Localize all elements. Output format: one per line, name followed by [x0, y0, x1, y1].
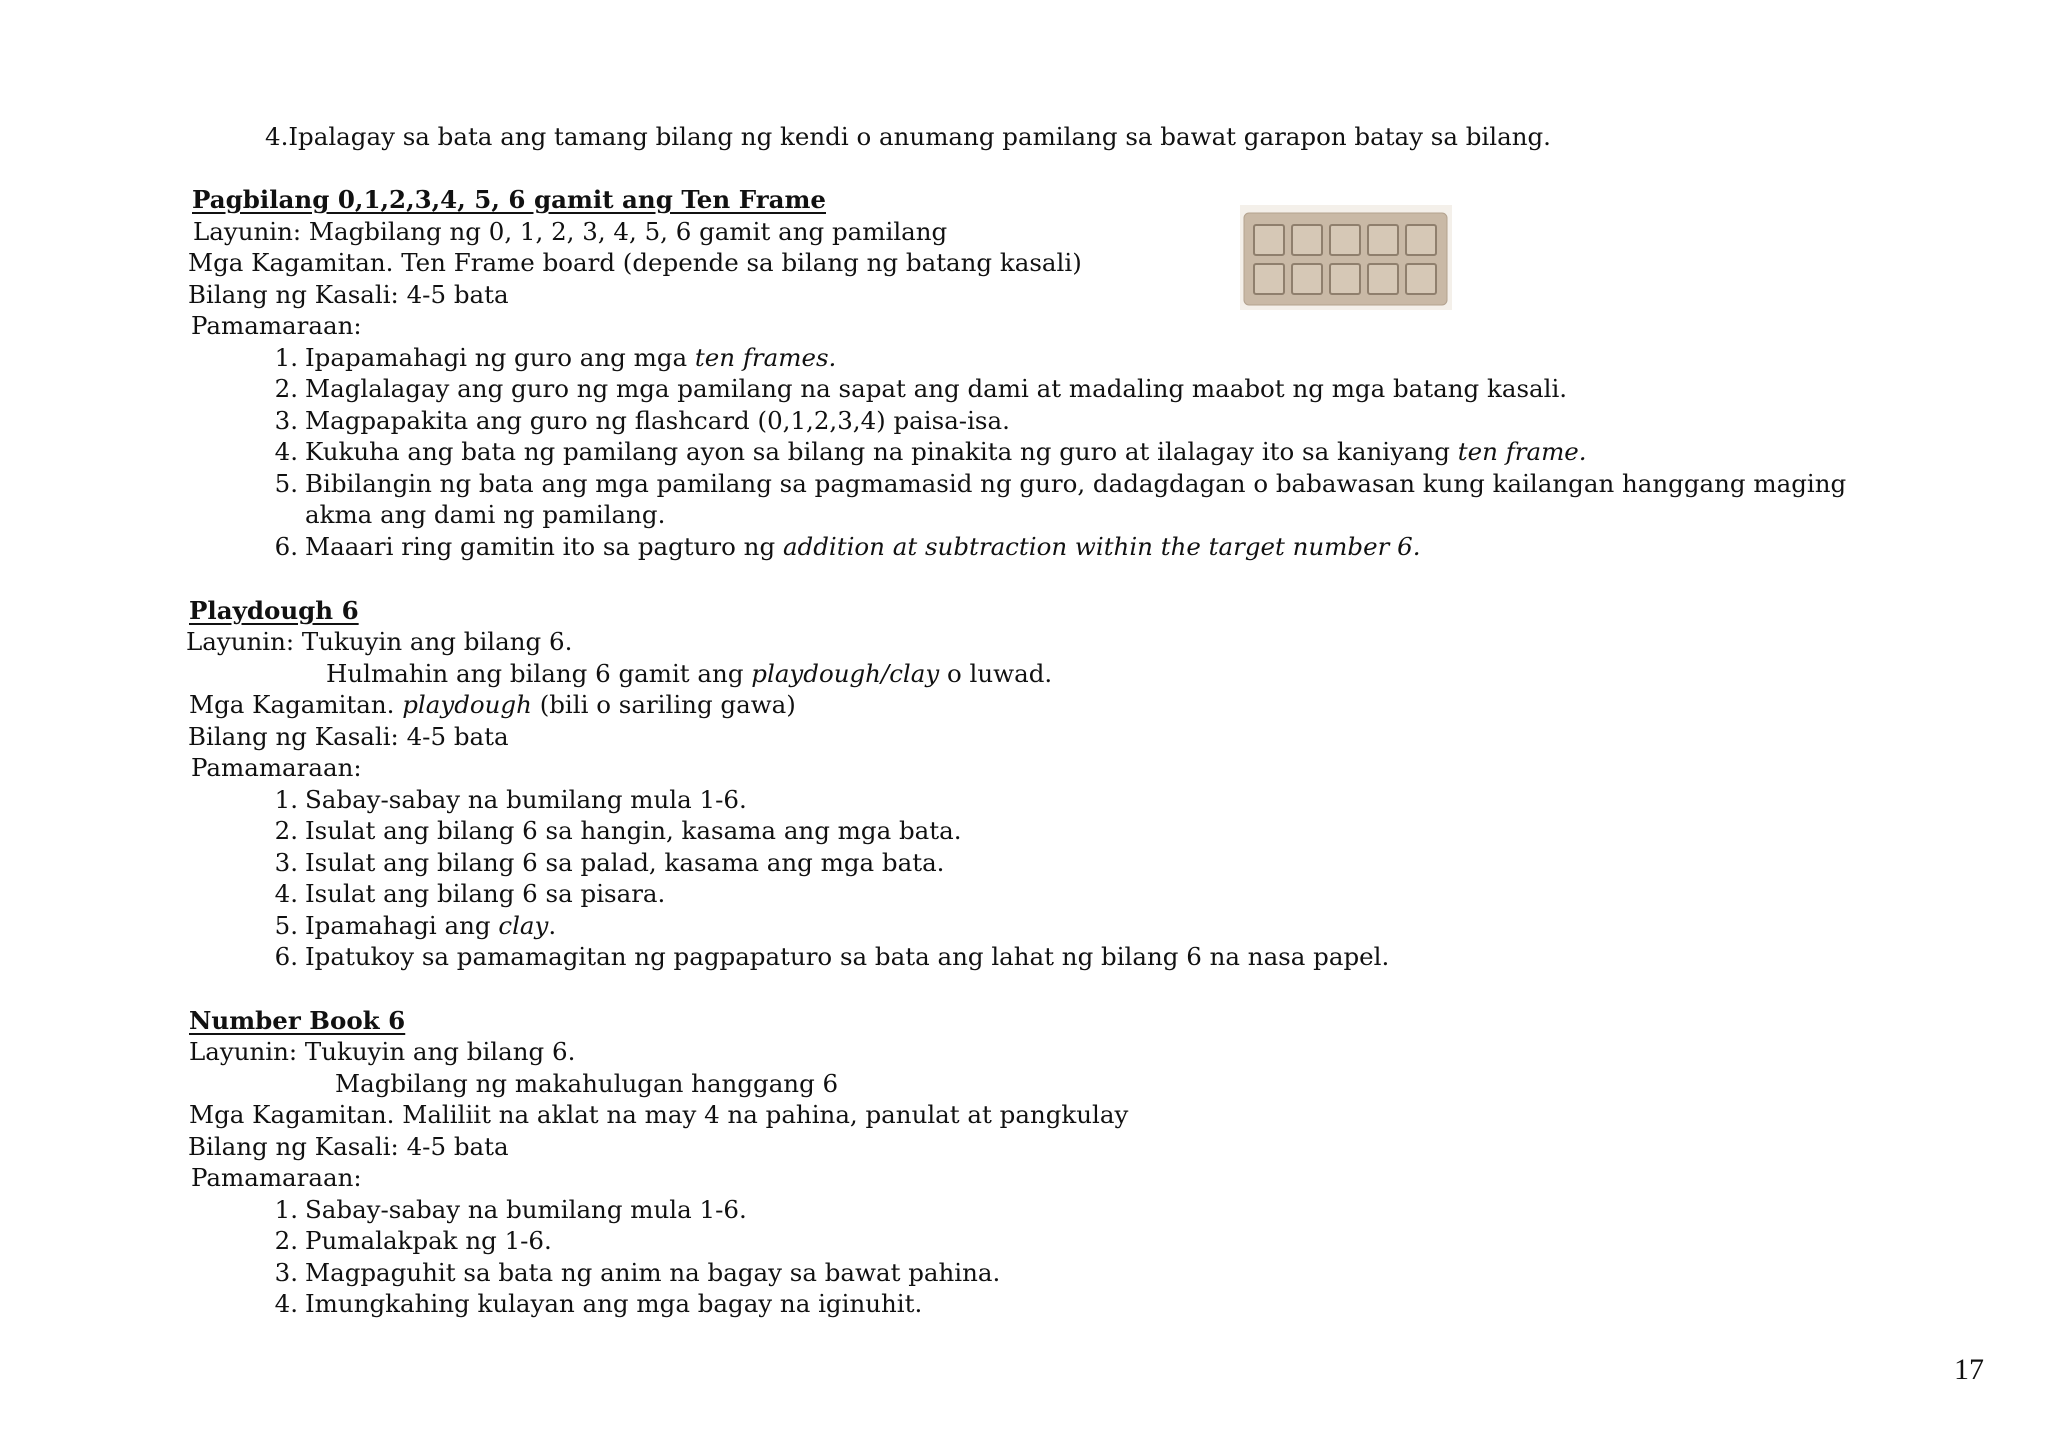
- list-item: [265, 785, 747, 815]
- mga-kagamitan: Mga Kagamitan. Maliliit na aklat na may 4 na pahina, panulat at pangkulay: [189, 1100, 1129, 1129]
- list-item: [265, 1289, 922, 1319]
- list-number: 6.: [274, 942, 298, 971]
- mga-kagamitan: [189, 690, 796, 720]
- section-title-ten-frame: Pagbilang 0,1,2,3,4, 5, 6 gamit ang Ten Frame: [192, 185, 826, 214]
- page-number: 17: [1954, 1353, 1984, 1386]
- list-text: Sabay-sabay na bumilang mula 1-6.: [305, 1195, 747, 1224]
- list-number: 4.: [274, 1289, 298, 1318]
- list-item: [265, 816, 962, 846]
- list-item: [265, 1195, 747, 1225]
- list-number: 3.: [274, 848, 298, 877]
- list-item: [265, 848, 944, 878]
- list-text: Magpapakita ang guro ng flashcard (0,1,2,3,4) paisa-isa.: [305, 406, 1010, 435]
- list-number: 1.: [274, 343, 298, 372]
- layunin-text: Hulmahin ang bilang 6 gamit ang: [326, 659, 752, 688]
- list-text-italic: clay: [498, 911, 549, 940]
- list-item: [265, 1258, 1000, 1288]
- layunin-text-end: o luwad.: [939, 659, 1053, 688]
- layunin-continuation: Magbilang ng makahulugan hanggang 6: [335, 1069, 839, 1098]
- kagamitan-text-italic: playdough: [402, 690, 532, 719]
- list-number: 3.: [274, 406, 298, 435]
- list-number: 2.: [274, 1226, 298, 1255]
- list-text: Ipatukoy sa pamamagitan ng pagpapaturo sa bata ang lahat ng bilang 6 na nasa papel.: [305, 942, 1390, 971]
- layunin-text-italic: playdough/clay: [751, 659, 940, 688]
- bilang-ng-kasali: Bilang ng Kasali: 4-5 bata: [188, 280, 509, 309]
- section-title-number-book: Number Book 6: [189, 1006, 406, 1035]
- list-item: [265, 374, 1567, 404]
- ten-frame-board-image: [1240, 205, 1452, 310]
- list-item: [265, 911, 556, 941]
- section-title-playdough: Playdough 6: [189, 596, 359, 625]
- list-text: Ipapamahagi ng guro ang mga: [305, 343, 695, 372]
- list-text: Ipamahagi ang: [305, 911, 499, 940]
- list-text: Magpaguhit sa bata ng anim na bagay sa bawat pahina.: [305, 1258, 1001, 1287]
- list-number: 1.: [274, 1195, 298, 1224]
- list-text: Kukuha ang bata ng pamilang ayon sa bilang na pinakita ng guro at ilalagay ito sa kaniyang: [305, 437, 1458, 466]
- list-text-italic: ten frames.: [694, 343, 837, 372]
- list-text: Isulat ang bilang 6 sa palad, kasama ang mga bata.: [305, 848, 945, 877]
- list-text: Isulat ang bilang 6 sa hangin, kasama ang mga bata.: [305, 816, 962, 845]
- list-number: 5.: [274, 469, 298, 498]
- list-text: Imungkahing kulayan ang mga bagay na iginuhit.: [305, 1289, 923, 1318]
- list-item: [265, 879, 665, 909]
- layunin: Layunin: Magbilang ng 0, 1, 2, 3, 4, 5, 6 gamit ang pamilang: [193, 217, 948, 246]
- list-item: [265, 343, 836, 373]
- list-text: Bibilangin ng bata ang mga pamilang sa pagmamasid ng guro, dadagdagan o babawasan kung kailangan hanggang maging: [305, 469, 1847, 498]
- layunin: Layunin: Tukuyin ang bilang 6.: [186, 627, 573, 656]
- list-number: 4.: [274, 879, 298, 908]
- mga-kagamitan: Mga Kagamitan. Ten Frame board (depende sa bilang ng batang kasali): [188, 248, 1082, 277]
- list-number: 6.: [274, 532, 298, 561]
- pamamaraan-label: Pamamaraan:: [191, 1163, 362, 1192]
- list-text-end: .: [548, 911, 557, 940]
- list-item: [265, 437, 1587, 467]
- list-item: [265, 532, 1420, 562]
- layunin-continuation: [326, 659, 1052, 689]
- list-text: Maaari ring gamitin ito sa pagturo ng: [305, 532, 783, 561]
- kagamitan-text-end: (bili o sariling gawa): [531, 690, 796, 719]
- list-item: [265, 1226, 552, 1256]
- list-item: [265, 469, 1846, 499]
- list-number: 5.: [274, 911, 298, 940]
- list-number: 4.: [274, 437, 298, 466]
- intro-step-4: 4.Ipalagay sa bata ang tamang bilang ng kendi o anumang pamilang sa bawat garapon batay sa bilang.: [265, 122, 1551, 151]
- list-item: [265, 942, 1389, 972]
- list-number: 1.: [274, 785, 298, 814]
- list-text-italic: ten frame.: [1457, 437, 1587, 466]
- list-number: 2.: [274, 374, 298, 403]
- bilang-ng-kasali: Bilang ng Kasali: 4-5 bata: [188, 1132, 509, 1161]
- list-text: Isulat ang bilang 6 sa pisara.: [305, 879, 666, 908]
- list-item-continuation: akma ang dami ng pamilang.: [305, 500, 666, 529]
- list-text: Pumalakpak ng 1-6.: [305, 1226, 552, 1255]
- list-item: [265, 406, 1010, 436]
- list-number: 3.: [274, 1258, 298, 1287]
- pamamaraan-label: Pamamaraan:: [191, 753, 362, 782]
- bilang-ng-kasali: Bilang ng Kasali: 4-5 bata: [188, 722, 509, 751]
- list-text: Sabay-sabay na bumilang mula 1-6.: [305, 785, 747, 814]
- list-text-italic: addition at subtraction within the target number 6.: [782, 532, 1421, 561]
- layunin: Layunin: Tukuyin ang bilang 6.: [189, 1037, 576, 1066]
- list-number: 2.: [274, 816, 298, 845]
- list-text: Maglalagay ang guro ng mga pamilang na sapat ang dami at madaling maabot ng mga batang kasali.: [305, 374, 1568, 403]
- kagamitan-text: Mga Kagamitan.: [189, 690, 403, 719]
- pamamaraan-label: Pamamaraan:: [191, 311, 362, 340]
